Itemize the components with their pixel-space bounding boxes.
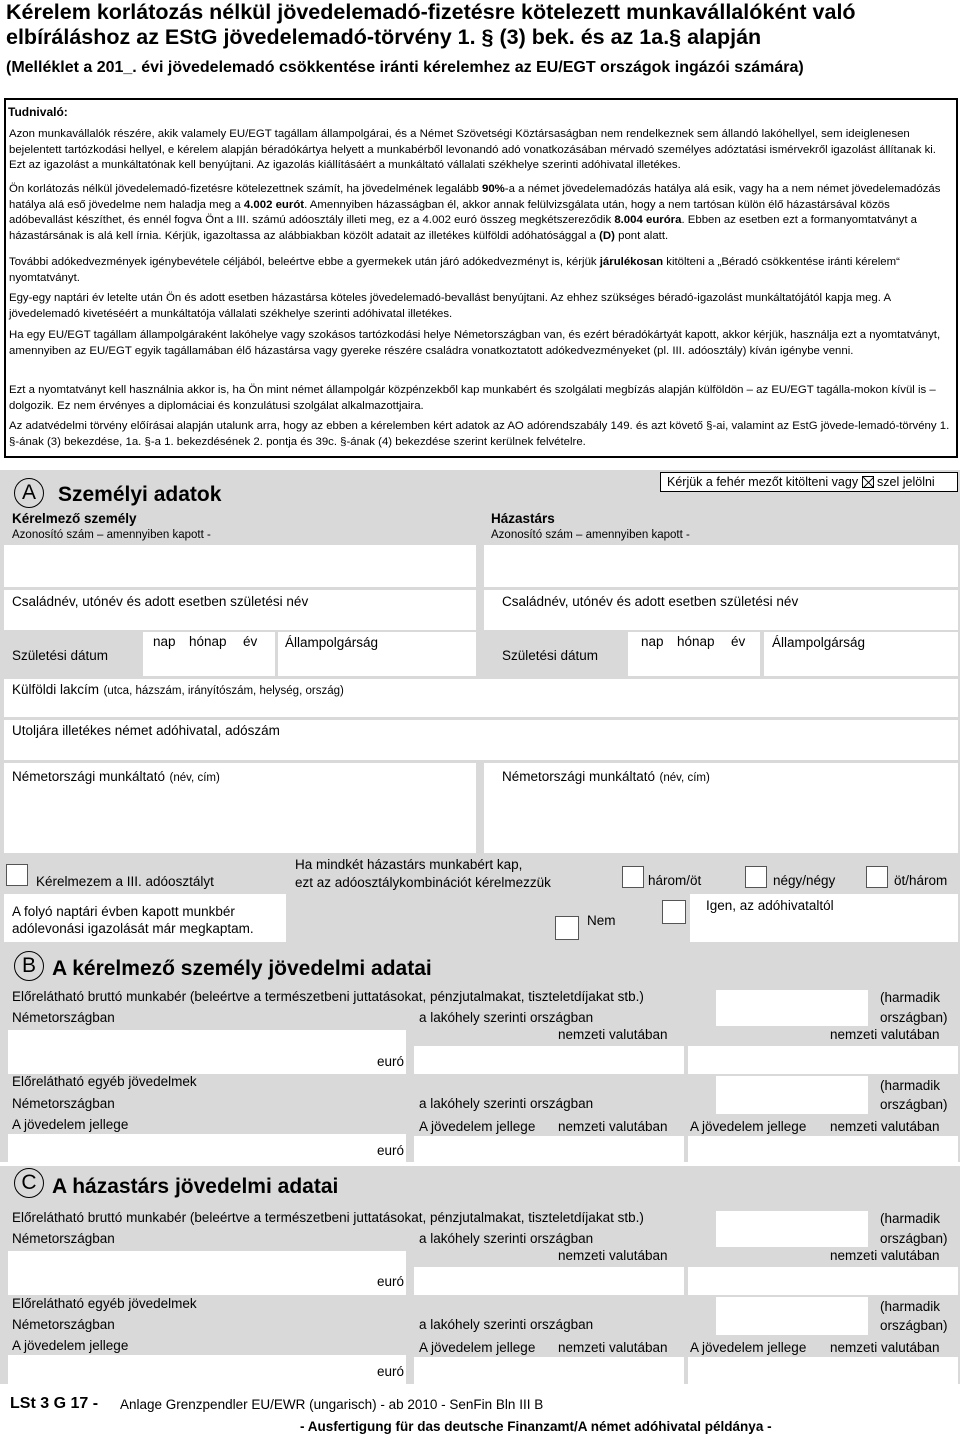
spouse-employer-label: Németországi munkáltató (név, cím) bbox=[502, 769, 710, 784]
spouse-id-field[interactable] bbox=[484, 545, 958, 587]
section-c-letter: C bbox=[14, 1168, 44, 1198]
c-other-third-label-1: (harmadik bbox=[880, 1299, 941, 1314]
combo-four-four-label: négy/négy bbox=[773, 873, 836, 888]
b-gross-third-currency-label: nemzeti valutában bbox=[830, 1027, 940, 1042]
c-gross-euro-label: euró bbox=[377, 1274, 405, 1289]
applicant-id-label: Azonosító szám – amennyiben kapott - bbox=[12, 529, 211, 541]
c-gross-third-currency-label: nemzeti valutában bbox=[830, 1248, 940, 1263]
b-gross-third-label-2: országban) bbox=[880, 1010, 948, 1025]
applicant-heading: Kérelmező személy bbox=[12, 511, 137, 526]
b-other-third-country-field[interactable] bbox=[688, 1136, 958, 1164]
combo-five-three-label: öt/három bbox=[894, 873, 948, 888]
c-other-third-country-top-field[interactable] bbox=[716, 1297, 868, 1335]
b-other-residence-currency-label: nemzeti valutában bbox=[558, 1119, 668, 1134]
applicant-name-label: Családnév, utónév és adott esetben születési név bbox=[12, 594, 309, 609]
c-gross-residence-label: a lakóhely szerinti országban bbox=[419, 1231, 594, 1246]
info-paragraph-3: További adókedvezmények igénybevétele céljából, beleértve ebbe a gyermekek után járó adókedvezményt is, kérjük járulékosan kitölteni a „Béradó csökkentése iránti kérelem“ nyomtatványt. bbox=[9, 256, 900, 284]
b-other-germany-field[interactable] bbox=[8, 1134, 406, 1164]
tax-class-iii-checkbox[interactable] bbox=[6, 864, 28, 886]
b-gross-euro-label: euró bbox=[377, 1054, 405, 1069]
c-gross-residence-currency-label: nemzeti valutában bbox=[558, 1248, 668, 1263]
certificate-no-checkbox[interactable] bbox=[555, 916, 579, 940]
copy-notice: - Ausfertigung für das deutsche Finanzamt/A német adóhivatal példánya - bbox=[300, 1419, 772, 1434]
combo-five-three-checkbox[interactable] bbox=[866, 866, 888, 888]
combo-three-five-label: három/öt bbox=[648, 873, 702, 888]
certificate-yes-checkbox[interactable] bbox=[662, 900, 686, 924]
combo-three-five-checkbox[interactable] bbox=[622, 866, 644, 888]
combo-label-line-2: ezt az adóosztálykombinációt kérelmezzük bbox=[295, 875, 551, 890]
b-gross-germany-field[interactable] bbox=[8, 1030, 406, 1074]
spouse-birth-label: Születési dátum bbox=[502, 648, 599, 663]
c-gross-third-country-field[interactable] bbox=[688, 1267, 958, 1295]
c-other-third-currency-label: nemzeti valutában bbox=[830, 1340, 940, 1355]
info-paragraph-4: Egy-egy naptári év letelte után Ön és adott esetben házastársa köteles jövedelemadó-bevallást benyújtani. Az ehhez szükséges béradó-igazolást munkáltatójától kapja meg. A jövedelemadó kivetéséért a munkáltatója vállalati székhelye szerinti adóhivatal illetékes. bbox=[9, 292, 891, 320]
c-gross-third-label-2: országban) bbox=[880, 1231, 948, 1246]
applicant-day-label: nap bbox=[153, 634, 176, 649]
b-gross-residence-field[interactable] bbox=[414, 1046, 684, 1074]
c-other-germany-field[interactable] bbox=[8, 1355, 406, 1385]
applicant-citizenship-label: Állampolgárság bbox=[285, 635, 379, 650]
b-gross-label: Előrelátható bruttó munkabér (beleértve a természetbeni juttatásokat, pénzjutalmakat, tiszteletdíjakat stb.) bbox=[12, 989, 644, 1004]
combo-label-line-1: Ha mindkét házastárs munkabért kap, bbox=[295, 857, 523, 872]
applicant-employer-label: Németországi munkáltató (név, cím) bbox=[12, 769, 220, 784]
info-paragraph-7: Az adatvédelmi törvény előírásai alapján utalunk arra, hogy az ebben a kérelemben kért adatok az AO adórendszabály 149. és azt követő §-ai, valamint az EstG jövede-lemadó-törvény 1. §-ának (3) bekezdése, 1a. §-a 1. bekezdésének 2. pontja és 39c. §-ának (4) bekezdése szerint kerülnek felvételre. bbox=[9, 420, 950, 448]
spouse-year-label: év bbox=[731, 634, 746, 649]
c-other-residence-nature-label: A jövedelem jellege bbox=[419, 1340, 536, 1355]
applicant-birth-label: Születési dátum bbox=[12, 648, 109, 663]
certificate-no-label: Nem bbox=[587, 913, 616, 928]
section-b-letter: B bbox=[14, 951, 44, 981]
applicant-year-label: év bbox=[243, 634, 258, 649]
b-gross-third-country-top-field[interactable] bbox=[716, 990, 868, 1026]
b-other-third-nature-label: A jövedelem jellege bbox=[690, 1119, 807, 1134]
form-subtitle: (Melléklet a 201_. évi jövedelemadó csökkentése iránti kérelemhez az EU/EGT országok ingázói számára) bbox=[6, 59, 804, 76]
foreign-address-label: Külföldi lakcím (utca, házszám, irányítószám, helység, ország) bbox=[12, 682, 344, 697]
b-other-third-label-1: (harmadik bbox=[880, 1078, 941, 1093]
form-title-line-2: elbíráláshoz az EStG jövedelemadó-törvény 1. § (3) bek. és az 1a.§ alapján bbox=[6, 25, 762, 49]
c-gross-residence-field[interactable] bbox=[414, 1267, 684, 1295]
info-paragraph-2: Ön korlátozás nélkül jövedelemadó-fizetésre kötelezettnek számít, ha jövedelmének legalább 90%-a a német jövedelemadózás hatálya alá esik, vagy ha a nem német jövedelemadózás hatálya alá eső jövedelme nem haladja meg a 4.002 eurót. Amennyiben házasságban él, akkor annak felülvizsgálata után, hogy a nem tartósan külön élő házastársával közös adóbevallást készíthet, és ennél fogva Önt a III. számú adóosztály illeti meg, ez a 4.002 euró összeg megkétszereződik 8.004 euróra. Ebben az esetben ezt a formanyomtatványt a házastársának is alá kell írnia. Kérjük, igazoltassa az alábbiakban közölt adatait az illetékes külföldi adóhatósággal a (D) pont alatt. bbox=[9, 183, 941, 242]
info-paragraph-6: Ezt a nyomtatványt kell használnia akkor is, ha Ön mint német állampolgár közpénzekből kap munkabért és szolgálati megbízás alapján külföldön – az EU/EGT tagálla-mokon kívül is – dolgozik. Ez nem érvényes a diplomáciai és konzulátusi szolgálat alkalmazottjaira. bbox=[9, 384, 936, 412]
b-gross-third-country-field[interactable] bbox=[688, 1046, 958, 1074]
c-other-germany-label: Németországban bbox=[12, 1317, 115, 1332]
c-gross-label: Előrelátható bruttó munkabér (beleértve a természetbeni juttatásokat, pénzjutalmakat, tiszteletdíjakat stb.) bbox=[12, 1210, 644, 1225]
spouse-id-label: Azonosító szám – amennyiben kapott - bbox=[491, 529, 690, 541]
form-code: LSt 3 G 17 - bbox=[10, 1395, 99, 1412]
b-gross-residence-label: a lakóhely szerinti országban bbox=[419, 1010, 594, 1025]
spouse-citizenship-label: Állampolgárság bbox=[772, 635, 866, 650]
info-label: Tudnivaló: bbox=[8, 105, 68, 119]
info-paragraph-1: Azon munkavállalók részére, akik valamely EU/EGT tagállam állampolgárai, és a Német Szövetségi Köztársaságban nem rendelkeznek sem állandó lakóhellyel, sem ideiglenesen bejelentett tartózkodási hellyel, e kérelem alapján béradókártya helyett a munkabérből levonandó adó vonatkozásában mérvadó személyes adóztatási ismérvekről igazolást állítanak ki. Ezt az igazolást a munkáltatónak kell benyújtani. Az igazolás kiállításáért a munkáltató vállalati székhelye szerinti adóhivatal illetékes. bbox=[9, 128, 936, 172]
c-other-third-label-2: országban) bbox=[880, 1318, 948, 1333]
c-gross-germany-label: Németországban bbox=[12, 1231, 115, 1246]
c-other-residence-field[interactable] bbox=[414, 1357, 684, 1385]
b-other-residence-label: a lakóhely szerinti országban bbox=[419, 1096, 594, 1111]
certificate-label-line-2: adólevonási igazolását már megkaptam. bbox=[12, 921, 254, 936]
b-gross-third-label-1: (harmadik bbox=[880, 990, 941, 1005]
combo-four-four-checkbox[interactable] bbox=[745, 866, 767, 888]
b-other-germany-label: Németországban bbox=[12, 1096, 115, 1111]
c-other-third-country-field[interactable] bbox=[688, 1357, 958, 1385]
spouse-day-label: nap bbox=[641, 634, 664, 649]
form-footer-text: Anlage Grenzpendler EU/EWR (ungarisch) - ab 2010 - SenFin Bln III B bbox=[120, 1397, 544, 1412]
c-gross-third-label-1: (harmadik bbox=[880, 1211, 941, 1226]
certificate-yes-label: Igen, az adóhivataltól bbox=[706, 898, 834, 913]
spouse-name-label: Családnév, utónév és adott esetben születési név bbox=[502, 594, 799, 609]
c-other-third-nature-label: A jövedelem jellege bbox=[690, 1340, 807, 1355]
cross-mark-icon bbox=[862, 476, 874, 488]
b-other-third-currency-label: nemzeti valutában bbox=[830, 1119, 940, 1134]
b-gross-germany-label: Németországban bbox=[12, 1010, 115, 1025]
form-title-line-1: Kérelem korlátozás nélkül jövedelemadó-fizetésre kötelezett munkavállalóként való bbox=[6, 0, 856, 24]
b-other-third-label-2: országban) bbox=[880, 1097, 948, 1112]
b-other-nature-label: A jövedelem jellege bbox=[12, 1117, 129, 1132]
c-gross-third-country-top-field[interactable] bbox=[716, 1211, 868, 1247]
c-other-nature-label: A jövedelem jellege bbox=[12, 1338, 129, 1353]
section-a-title: Személyi adatok bbox=[58, 483, 222, 506]
info-paragraph-5: Ha egy EU/EGT tagállam állampolgáraként lakóhelye vagy szokásos tartózkodási helye Németországban van, és ezért béradókártyát kapott, akkor kérjük, használja ezt a nyomtatványt, amennyiben az EU/EGT egyik tagállamában élő házastársa vagy gyereke részére családra vonatkoztatott adókedvezményeket (pl. III. adóosztály) kíván igénybe venni. bbox=[9, 329, 941, 357]
applicant-id-field[interactable] bbox=[4, 545, 476, 587]
b-other-residence-nature-label: A jövedelem jellege bbox=[419, 1119, 536, 1134]
c-other-euro-label: euró bbox=[377, 1364, 405, 1379]
b-other-euro-label: euró bbox=[377, 1143, 405, 1158]
certificate-label-line-1: A folyó naptári évben kapott munkbér bbox=[12, 904, 235, 919]
section-c-title: A házastárs jövedelmi adatai bbox=[52, 1175, 339, 1198]
section-b-title: A kérelmező személy jövedelmi adatai bbox=[52, 957, 432, 980]
spouse-month-label: hónap bbox=[677, 634, 715, 649]
b-other-third-country-top-field[interactable] bbox=[716, 1076, 868, 1114]
b-other-label: Előrelátható egyéb jövedelmek bbox=[12, 1074, 197, 1089]
fill-hint: Kérjük a fehér mezőt kitölteni vagy szel jelölni bbox=[660, 472, 958, 492]
tax-office-label: Utoljára illetékes német adóhivatal, adószám bbox=[12, 723, 280, 738]
c-other-residence-currency-label: nemzeti valutában bbox=[558, 1340, 668, 1355]
tax-class-iii-label: Kérelmezem a III. adóosztályt bbox=[36, 874, 214, 889]
b-gross-residence-currency-label: nemzeti valutában bbox=[558, 1027, 668, 1042]
spouse-heading: Házastárs bbox=[491, 511, 555, 526]
section-a-letter: A bbox=[14, 478, 44, 508]
c-gross-germany-field[interactable] bbox=[8, 1251, 406, 1295]
applicant-month-label: hónap bbox=[189, 634, 227, 649]
b-other-residence-field[interactable] bbox=[414, 1136, 684, 1164]
c-other-label: Előrelátható egyéb jövedelmek bbox=[12, 1296, 197, 1311]
c-other-residence-label: a lakóhely szerinti országban bbox=[419, 1317, 594, 1332]
